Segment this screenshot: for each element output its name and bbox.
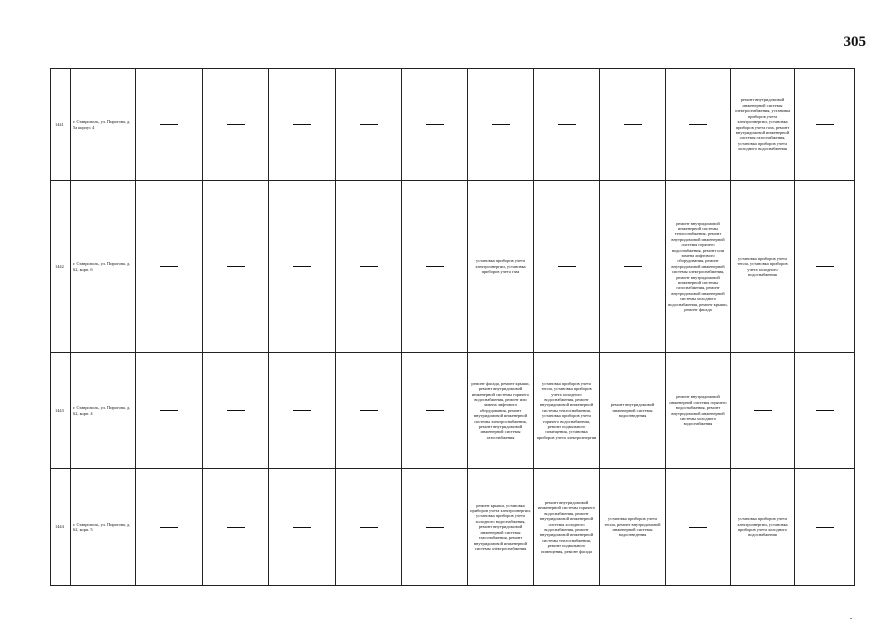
empty-dash-cell [402, 469, 468, 586]
dash-mark [360, 410, 378, 411]
empty-dash-cell [666, 469, 731, 586]
dash-mark [160, 410, 178, 411]
empty-dash-cell [534, 69, 600, 181]
dash-mark [426, 410, 444, 411]
works-cell: ремонт внутридомовой инженерной системы водоотведения [600, 353, 666, 469]
row-number: 1441 [51, 69, 71, 181]
dash-mark [426, 266, 444, 267]
dash-mark [689, 124, 707, 125]
empty-dash-cell [136, 353, 203, 469]
works-cell: ремонт внутридомовой инженерной системы электроснабжения, установка приборов учета электроэнергии, установка приборов учета газа, ремонт внутридомовой инженерной системы газоснабжения, установка приборов учета холодного водоснабжения [731, 69, 795, 181]
dash-mark [227, 124, 245, 125]
empty-dash-cell [402, 181, 468, 353]
empty-dash-cell [666, 69, 731, 181]
dash-mark [816, 527, 834, 528]
dash-mark [816, 124, 834, 125]
dash-mark [160, 527, 178, 528]
empty-dash-cell [795, 353, 855, 469]
empty-dash-cell [136, 469, 203, 586]
empty-dash-cell [336, 469, 402, 586]
table-row [51, 181, 855, 353]
row-number: 1442 [51, 181, 71, 353]
dash-mark [426, 124, 444, 125]
address-cell: г. Ставрополь, ул. Пирогова, д. 5а корпус 4 [71, 69, 136, 181]
dash-mark [293, 527, 311, 528]
dash-mark [426, 527, 444, 528]
works-table [50, 68, 855, 586]
address-cell: г. Ставрополь, ул. Пирогова, д. 62, корп. 5 [71, 469, 136, 586]
scan-speck [850, 618, 852, 619]
dash-mark [492, 124, 510, 125]
dash-mark [227, 266, 245, 267]
empty-dash-cell [203, 181, 269, 353]
works-cell: ремонт внутридомовой инженерной системы горячего водоснабжения, ремонт внутридомовой инженерной системы холодного водоснабжения, ремонт внутридомовой инженерной системы теплоснабжения, ремонт подвального помещения, ремонт фасада [534, 469, 600, 586]
dash-mark [360, 266, 378, 267]
empty-dash-cell [402, 353, 468, 469]
empty-dash-cell [269, 353, 336, 469]
works-cell: ремонт фасада, ремонт крыши, ремонт внутридомовой инженерной системы горячего водоснабжения, ремонт или замена лифтового оборудования, ремонт внутридомовой инженерной системы электроснабжения, ремонт внутридомовой инженерной системы газоснабжения [468, 353, 534, 469]
empty-dash-cell [731, 353, 795, 469]
works-cell: установка приборов учета тепла, установка приборов учета холодного водоснабжения, ремонт внутридомовой инженерной системы теплоснабжения, установка приборов учета горячего водоснабжения, ремонт подвального помещения, установка приборов учета электроэнергии [534, 353, 600, 469]
dash-mark [754, 410, 772, 411]
empty-dash-cell [269, 469, 336, 586]
table-row [51, 69, 855, 181]
dash-mark [227, 527, 245, 528]
dash-mark [360, 124, 378, 125]
empty-dash-cell [203, 69, 269, 181]
dash-mark [558, 266, 576, 267]
address-cell: г. Ставрополь, ул. Пирогова, д. 62, корп. 6 [71, 181, 136, 353]
empty-dash-cell [336, 353, 402, 469]
row-number: 1444 [51, 469, 71, 586]
address-cell: г. Ставрополь, ул. Пирогова, д. 62, корп. 4 [71, 353, 136, 469]
dash-mark [160, 124, 178, 125]
page-number: 305 [843, 34, 866, 50]
empty-dash-cell [402, 69, 468, 181]
empty-dash-cell [136, 69, 203, 181]
works-cell: ремонт внутридомовой инженерной системы горячего водоснабжения, ремонт внутридомовой инженерной системы холодного водоснабжения [666, 353, 731, 469]
table-row [51, 353, 855, 469]
empty-dash-cell [336, 69, 402, 181]
empty-dash-cell [336, 181, 402, 353]
dash-mark [624, 124, 642, 125]
table-row [51, 469, 855, 586]
empty-dash-cell [795, 181, 855, 353]
empty-dash-cell [534, 181, 600, 353]
empty-dash-cell [203, 469, 269, 586]
dash-mark [360, 527, 378, 528]
works-cell: ремонт внутридомовой инженерной системы теплоснабжения, ремонт внутридомовой инженерной системы горячего водоснабжения, ремонт или замена лифтового оборудования, ремонт внутридомовой инженерной системы электроснабжения, ремонт внутридомовой инженерной системы газоснабжения, ремонт внутридомовой инженерной системы холодного водоснабжения, ремонт крыши, ремонт фасада [666, 181, 731, 353]
works-cell: установка приборов учета тепла, установка приборов учета холодного водоснабжения [731, 181, 795, 353]
dash-mark [816, 266, 834, 267]
dash-mark [816, 410, 834, 411]
empty-dash-cell [795, 469, 855, 586]
empty-dash-cell [468, 69, 534, 181]
empty-dash-cell [136, 181, 203, 353]
dash-mark [293, 266, 311, 267]
empty-dash-cell [269, 69, 336, 181]
works-cell: ремонт крыши, установка приборов учета электроэнергии, установка приборов учета холодного водоснабжения, ремонт внутридомовой инженерной системы газоснабжения, ремонт внутридомовой инженерной системы электроснабжения [468, 469, 534, 586]
dash-mark [558, 124, 576, 125]
dash-mark [160, 266, 178, 267]
works-cell: установка приборов учета тепла, ремонт внутридомовой инженерной системы водоотведения [600, 469, 666, 586]
empty-dash-cell [795, 69, 855, 181]
dash-mark [293, 124, 311, 125]
dash-mark [689, 527, 707, 528]
empty-dash-cell [203, 353, 269, 469]
dash-mark [624, 266, 642, 267]
dash-mark [227, 410, 245, 411]
works-cell: установка приборов учета электроэнергии, установка приборов учета газа [468, 181, 534, 353]
empty-dash-cell [600, 69, 666, 181]
row-number: 1443 [51, 353, 71, 469]
dash-mark [293, 410, 311, 411]
empty-dash-cell [600, 181, 666, 353]
empty-dash-cell [269, 181, 336, 353]
works-cell: установка приборов учета электроэнергии, установка приборов учета холодного водоснабжения [731, 469, 795, 586]
